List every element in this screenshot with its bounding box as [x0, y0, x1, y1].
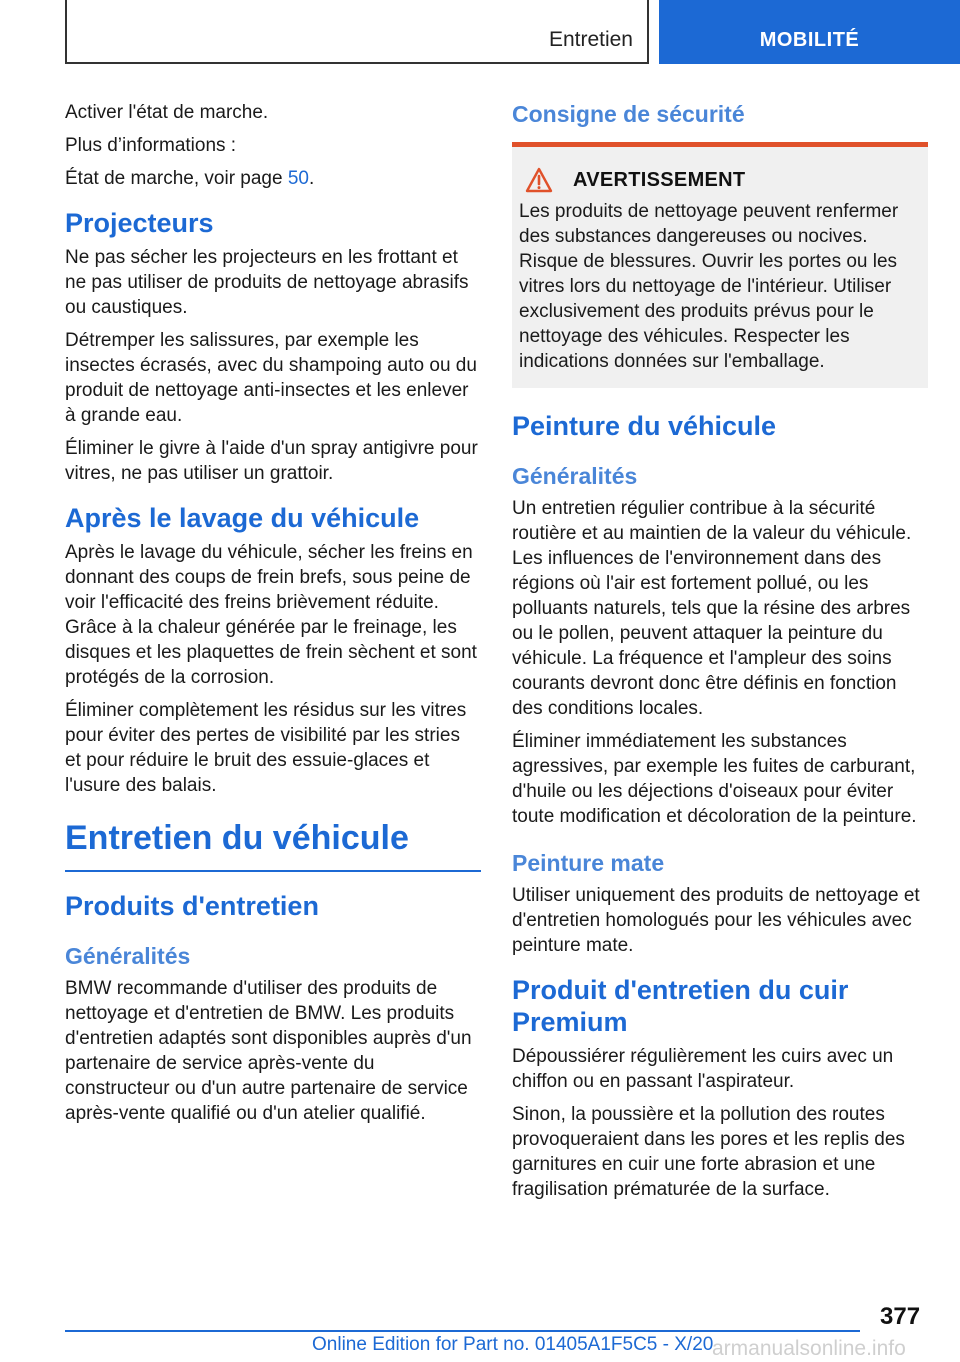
chapter-heading-entretien: Entretien du véhicule [65, 818, 481, 872]
paragraph: Éliminer immédiatement les substances agressives, par exemple les fuites de carburant, d'huile ou les déjections d'oiseaux pour éviter toute modification et décoloration de la peinture. [512, 731, 917, 827]
page-link[interactable]: 50 [287, 168, 309, 189]
warning-title: AVERTISSEMENT [573, 168, 746, 191]
paragraph-with-link: État de marche, voir page 50. [65, 168, 315, 189]
chapter-title: MOBILITÉ [759, 29, 860, 51]
section-title: Entretien [548, 28, 633, 51]
warning-triangle-icon [525, 167, 553, 193]
heading-cuir-premium: Produit d'entretien du cuir Premium [512, 975, 849, 1037]
paragraph: Activer l'état de marche. [65, 102, 269, 123]
heading-projecteurs: Projecteurs [65, 208, 214, 238]
heading-peinture: Peinture du véhicule [512, 411, 777, 441]
subheading-generalites: Généralités [65, 943, 191, 969]
paragraph: Éliminer le givre à l'aide d'un spray antigivre pour vitres, ne pas utiliser un grattoir. [65, 438, 478, 484]
warning-text: Les produits de nettoyage peuvent renfermer des substances dangereuses ou nocives. Risque de blessures. Ouvrir les portes ou les vitres lors du nettoyage de l'intérieur. Utiliser exclusivement des produits prévus pour le nettoyage des véhicules. Respecter les indications données sur l'emballage. [519, 201, 899, 372]
footer-divider [65, 1330, 860, 1332]
footer-watermark: armanualsonline.info [712, 1337, 906, 1360]
subheading-peinture-mate: Peinture mate [512, 850, 665, 876]
paragraph: Un entretien régulier contribue à la sécurité routière et au maintien de la valeur du véhicule. Les influences de l'environnement dans des régions où l'air est fortement pollué, ou les polluants naturels, tels que la résine des arbres ou le pollen, peuvent attaquer la peinture du véhicule. La fréquence et l'ampleur des soins courants devront donc être définis en fonction des conditions locales. [512, 498, 912, 719]
right-column [512, 100, 928, 1210]
header-section-tab [65, 0, 649, 64]
subheading-generalites: Généralités [512, 463, 638, 489]
paragraph: Éliminer complètement les résidus sur les vitres pour éviter des pertes de visibilité par les stries et pour réduire le bruit des essuie-glaces et l'usure des balais. [65, 700, 467, 796]
paragraph: Détremper les salissures, par exemple les insectes écrasés, avec du shampoing auto ou du produit de nettoyage anti-insectes et les enlever à grande eau. [65, 330, 477, 426]
header-chapter-tab [659, 0, 960, 64]
heading-apres-lavage: Après le lavage du véhicule [65, 503, 420, 533]
paragraph: Après le lavage du véhicule, sécher les freins en donnant des coups de frein brefs, sous peine de voir l'efficacité des freins brièvement réduite. Grâce à la chaleur générée par le freinage, les disques et les plaquettes de frein sèchent et sont protégés de la corrosion. [65, 542, 477, 688]
left-column [65, 100, 481, 1134]
paragraph: Dépoussiérer régulièrement les cuirs avec un chiffon ou en passant l'aspirateur. [512, 1046, 894, 1092]
paragraph: Utiliser uniquement des produits de nettoyage et d'entretien homologués pour les véhicules avec peinture mate. [512, 885, 920, 956]
warning-box [512, 142, 928, 388]
heading-produits-entretien: Produits d'entretien [65, 891, 319, 921]
paragraph: BMW recommande d'utiliser des produits de nettoyage et d'entretien de BMW. Les produits d'entretien adaptés sont disponibles auprès d'un partenaire de service après-vente du constructeur ou d'un autre partenaire de service après-vente qualifié ou d'un atelier qualifié. [65, 978, 472, 1124]
page-number: 377 [880, 1303, 921, 1330]
paragraph: Ne pas sécher les projecteurs en les frottant et ne pas utiliser de produits de nettoyage abrasifs ou caustiques. [65, 247, 469, 318]
subheading-consigne-securite: Consigne de sécurité [512, 101, 745, 127]
warning-header [519, 167, 920, 193]
paragraph: Plus d’informations : [65, 135, 237, 156]
footer-edition: Online Edition for Part no. 01405A1F5C5 - X/20 [312, 1334, 714, 1355]
paragraph: Sinon, la poussière et la pollution des routes provoqueraient dans les pores et les replis des garnitures en cuir une forte abrasion et une fragilisation prématurée de la surface. [512, 1104, 905, 1200]
